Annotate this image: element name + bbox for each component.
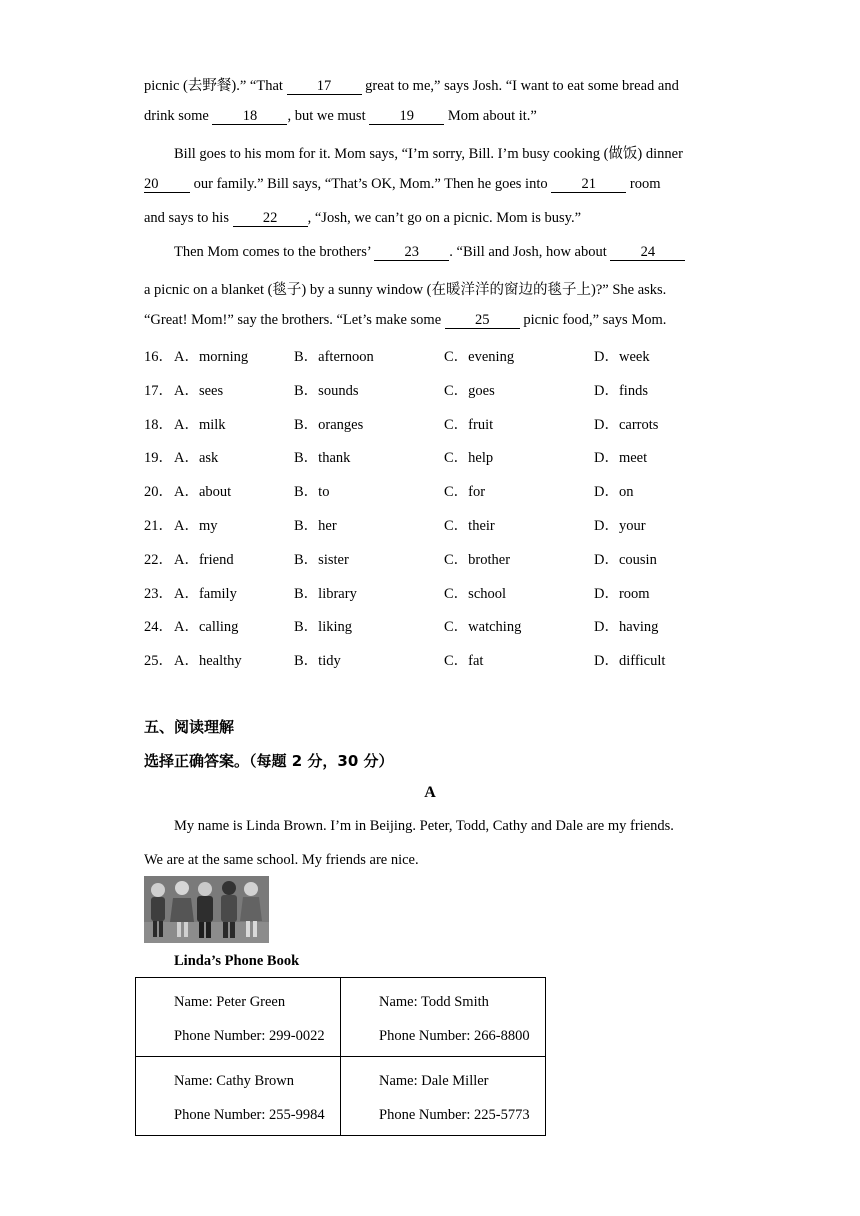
question-row xyxy=(144,615,744,635)
option-b: B．afternoon xyxy=(294,349,374,365)
passage-text: Then Mom comes to the brothers’ xyxy=(174,244,375,260)
option-a: A．my xyxy=(174,518,218,534)
question-row xyxy=(144,480,744,500)
option-d: D．difficult xyxy=(594,653,666,670)
option-c: C．fruit xyxy=(444,416,494,433)
option-a: A．morning xyxy=(174,349,249,365)
option-a: A．about xyxy=(174,484,232,501)
option-b: B．liking xyxy=(294,619,353,636)
option-c: C．evening xyxy=(444,349,515,365)
passage-text: picnic food,” says Mom. xyxy=(519,312,667,328)
passage-text: great to me,” says Josh. “I want to eat some bread and xyxy=(361,78,679,94)
passage-text: picnic (去野餐).” “That xyxy=(144,78,287,94)
option-a: A．healthy xyxy=(174,653,242,670)
option-b: B．thank xyxy=(294,450,351,467)
option-c: C．fat xyxy=(444,653,484,670)
passage-line-6 xyxy=(174,244,685,261)
option-d: D．cousin xyxy=(594,551,657,568)
passage-text: Mom about it.” xyxy=(444,108,537,124)
question-row xyxy=(144,345,744,365)
passage-line-3 xyxy=(174,142,683,163)
passage-text: a picnic on a blanket (毯子) by a sunny window (在暖洋洋的窗边的毯子上)?” She asks. xyxy=(144,282,667,298)
phonebook-cell xyxy=(136,978,341,1057)
option-c: C．their xyxy=(444,518,495,534)
option-c: C．goes xyxy=(444,382,495,399)
section-instruction: 选择正确答案。（每题 2 分，30 分） xyxy=(144,752,394,770)
option-a: A．friend xyxy=(174,551,234,568)
blank-21: 21 xyxy=(551,177,626,193)
option-c: C．help xyxy=(444,450,494,467)
question-row xyxy=(144,379,744,399)
option-b: B．her xyxy=(294,518,337,534)
question-number: 20． xyxy=(144,484,173,501)
option-c: C．watching xyxy=(444,619,522,636)
option-d: D．week xyxy=(594,349,650,365)
option-b: B．oranges xyxy=(294,416,364,433)
passage-line-8 xyxy=(144,312,666,329)
passage-line-5 xyxy=(144,210,581,227)
blank-17: 17 xyxy=(287,79,362,95)
option-d: D．on xyxy=(594,484,634,501)
option-a: A．family xyxy=(174,585,237,602)
section-title: 五、阅读理解 xyxy=(144,718,235,736)
question-row xyxy=(144,582,744,602)
question-number: 16． xyxy=(144,349,173,365)
option-b: B．sister xyxy=(294,551,349,568)
phonebook-cell xyxy=(341,1057,546,1136)
option-a: A．ask xyxy=(174,450,219,467)
question-number: 25． xyxy=(144,653,173,670)
option-a: A．sees xyxy=(174,382,224,399)
blank-20: 20 xyxy=(144,177,190,193)
reading-label: A xyxy=(424,784,436,801)
blank-23: 23 xyxy=(374,245,449,261)
option-a: A．milk xyxy=(174,416,226,433)
blank-22: 22 xyxy=(233,211,308,227)
question-number: 22． xyxy=(144,551,173,568)
question-row xyxy=(144,446,744,466)
passage-line-4 xyxy=(144,176,660,193)
question-number: 23． xyxy=(144,585,173,602)
contact-phone: Phone Number: 225-5773 xyxy=(379,1107,530,1123)
question-row xyxy=(144,548,744,568)
passage-text: Bill goes to his mom for it. Mom says, “I’m sorry, Bill. I’m busy cooking (做饭) dinner xyxy=(174,146,683,162)
contact-name: Name: Peter Green xyxy=(174,994,286,1010)
option-c: C．for xyxy=(444,484,486,501)
passage-text: drink some xyxy=(144,108,213,124)
option-d: D．having xyxy=(594,619,659,636)
passage-text: and says to his xyxy=(144,210,233,226)
question-number: 24． xyxy=(144,619,173,636)
contact-name: Name: Dale Miller xyxy=(379,1073,489,1089)
contact-name: Name: Cathy Brown xyxy=(174,1073,295,1089)
option-d: D．meet xyxy=(594,450,648,467)
option-c: C．brother xyxy=(444,551,511,568)
contact-phone: Phone Number: 299-0022 xyxy=(174,1028,325,1044)
phonebook-table xyxy=(135,977,546,1136)
passage-line-2 xyxy=(144,108,537,125)
question-number: 19． xyxy=(144,450,173,467)
phonebook-cell xyxy=(341,978,546,1057)
option-b: B．tidy xyxy=(294,653,341,670)
reading-paragraph-2: We are at the same school. My friends are nice. xyxy=(144,852,419,868)
phonebook-title: Linda’s Phone Book xyxy=(174,953,300,969)
reading-paragraph-1: My name is Linda Brown. I’m in Beijing. Peter, Todd, Cathy and Dale are my friends. xyxy=(174,818,674,834)
option-d: D．your xyxy=(594,518,646,534)
blank-18: 18 xyxy=(212,109,287,125)
passage-line-7 xyxy=(144,278,666,299)
blank-19: 19 xyxy=(369,109,444,125)
option-b: B．library xyxy=(294,585,357,602)
option-b: B．sounds xyxy=(294,382,359,399)
children-photo xyxy=(144,876,269,943)
passage-text: our family.” Bill says, “That’s OK, Mom.” Then he goes into xyxy=(190,176,552,192)
option-c: C．school xyxy=(444,585,507,602)
question-row xyxy=(144,514,744,534)
passage-text: , but we must xyxy=(287,108,370,124)
contact-phone: Phone Number: 266-8800 xyxy=(379,1028,530,1044)
passage-text: “Great! Mom!” say the brothers. “Let’s make some xyxy=(144,312,445,328)
option-b: B．to xyxy=(294,484,330,501)
question-number: 17． xyxy=(144,382,173,399)
question-row xyxy=(144,413,744,433)
question-number: 21． xyxy=(144,518,173,534)
question-number: 18． xyxy=(144,416,173,433)
option-d: D．room xyxy=(594,585,650,602)
blank-24: 24 xyxy=(610,245,685,261)
passage-text: , “Josh, we can’t go on a picnic. Mom is busy.” xyxy=(307,210,582,226)
question-row xyxy=(144,649,744,669)
phonebook-cell xyxy=(136,1057,341,1136)
option-d: D．finds xyxy=(594,382,648,399)
passage-line-1 xyxy=(144,74,679,95)
passage-text: . “Bill and Josh, how about xyxy=(449,244,611,260)
option-a: A．calling xyxy=(174,619,239,636)
option-d: D．carrots xyxy=(594,416,659,433)
contact-phone: Phone Number: 255-9984 xyxy=(174,1107,325,1123)
contact-name: Name: Todd Smith xyxy=(379,994,489,1010)
passage-text: room xyxy=(626,176,661,192)
blank-25: 25 xyxy=(445,313,520,329)
